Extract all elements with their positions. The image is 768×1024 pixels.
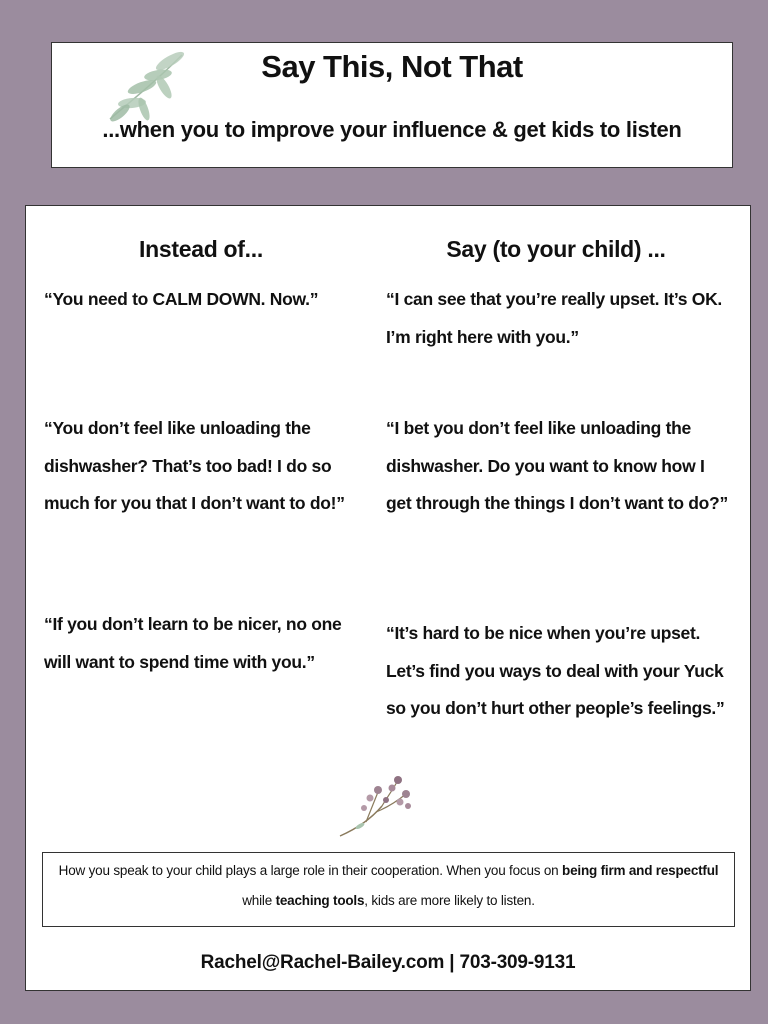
say-heading: Say (to your child) ... — [446, 236, 666, 262]
contact-info: Rachel@Rachel-Bailey.com | 703-309-9131 — [200, 952, 576, 973]
flower-sprig-icon — [336, 774, 416, 840]
say-quote-3: “It’s hard to be nice when you’re upset. Let’s find you ways to deal with your Yuck so you don’t hurt other people’s feelings.” — [386, 623, 725, 718]
page-title: Say This, Not That — [261, 49, 523, 84]
instead-quote-2: “You don’t feel like unloading the dishwasher? That’s too bad! I do so much for you that I don’t want to do!” — [44, 418, 345, 513]
say-quote-2: “I bet you don’t feel like unloading the dishwasher. Do you want to know how I get through the things I don’t want to do?” — [386, 418, 728, 513]
page-subtitle: ...when you to improve your influence & get kids to listen — [102, 117, 682, 142]
title-box — [51, 42, 733, 168]
instead-quote-3: “If you don’t learn to be nicer, no one will want to spend time with you.” — [44, 614, 342, 672]
instead-heading: Instead of... — [139, 236, 263, 262]
content-box — [25, 205, 751, 991]
summary-note — [42, 852, 735, 927]
note-text-2: while — [242, 893, 276, 908]
note-text-1: How you speak to your child plays a large role in their cooperation. When you focus on — [58, 863, 563, 878]
instead-quote-1: “You need to CALM DOWN. Now.” — [44, 289, 319, 309]
note-bold-1: being firm and respectful — [562, 863, 719, 878]
note-bold-2: teaching tools — [275, 893, 365, 908]
note-text-3: , kids are more likely to listen. — [364, 893, 535, 908]
say-quote-1: “I can see that you’re really upset. It’s OK. I’m right here with you.” — [386, 289, 722, 347]
